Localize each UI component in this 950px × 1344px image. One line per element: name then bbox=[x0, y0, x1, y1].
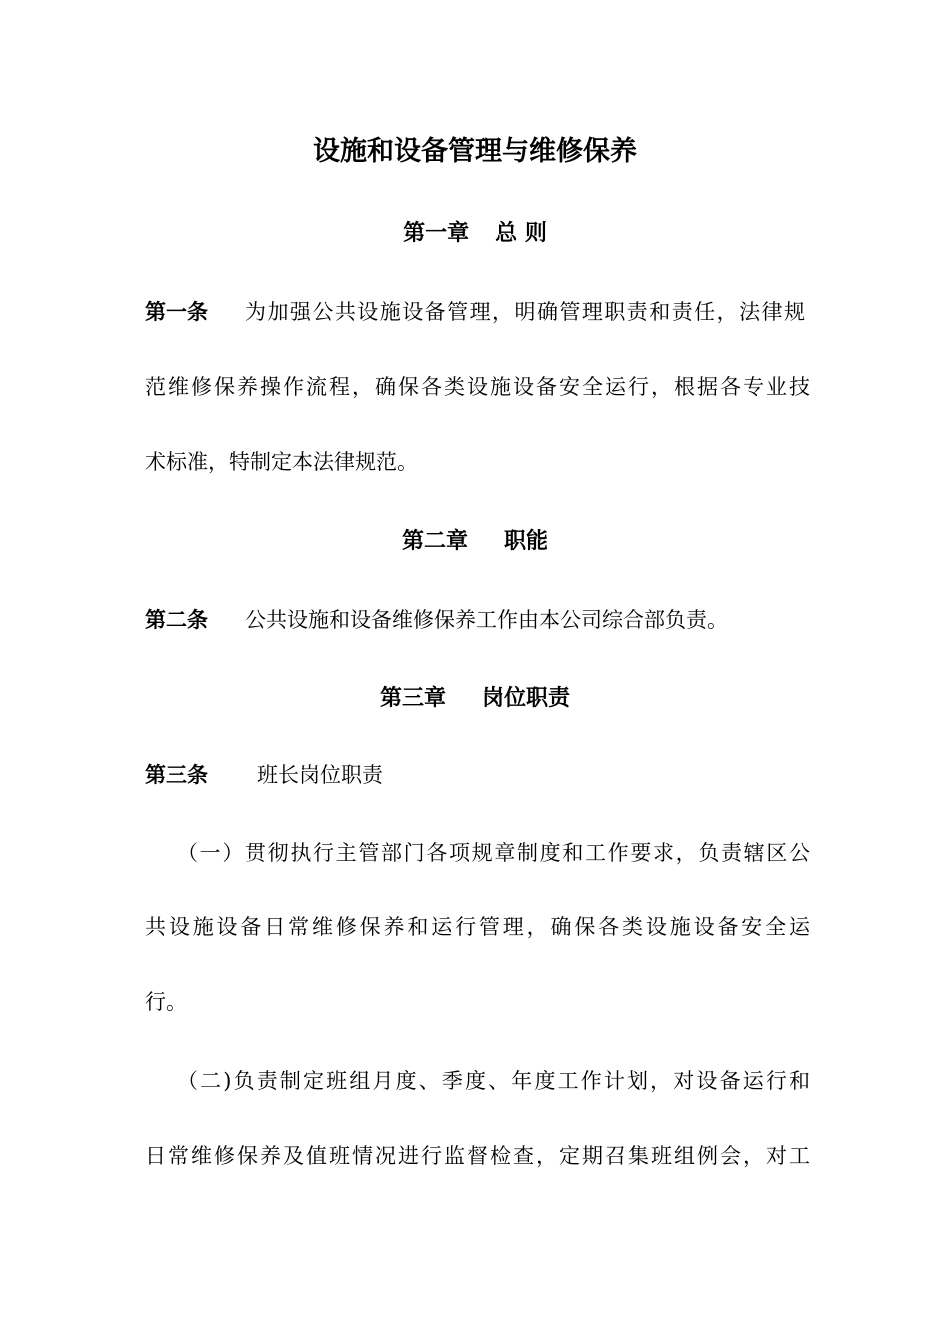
article-3-line bbox=[145, 760, 810, 790]
article-2-text: 公共设施和设备维修保养工作由本公司综合部负责。 bbox=[245, 608, 728, 632]
article-1-line-3: 术标准，特制定本法律规范。 bbox=[145, 450, 418, 474]
article-1-text-1: 为加强公共设施设备管理，明确管理职责和责任，法律规 bbox=[245, 300, 805, 324]
chapter-2-name: 职能 bbox=[504, 528, 549, 554]
item-1-line-3: 行。 bbox=[145, 990, 187, 1014]
article-1-label: 第一条 bbox=[145, 299, 208, 324]
chapter-3-heading bbox=[0, 683, 950, 713]
chapter-1-heading bbox=[0, 218, 950, 248]
item-1-text-1: （一）贯彻执行主管部门各项规章制度和工作要求，负责辖区公 bbox=[177, 841, 810, 865]
article-2-label: 第二条 bbox=[145, 607, 208, 632]
article-2-line bbox=[145, 605, 810, 635]
item-1-line-2: 共设施设备日常维修保养和运行管理，确保各类设施设备安全运 bbox=[145, 915, 810, 939]
chapter-3-name: 岗位职责 bbox=[482, 685, 571, 711]
chapter-1-name: 总 则 bbox=[495, 220, 547, 246]
chapter-2-heading bbox=[0, 526, 950, 556]
item-2-text-1: （二)负责制定班组月度、季度、年度工作计划，对设备运行和 bbox=[177, 1069, 810, 1093]
chapter-3-number: 第三章 bbox=[379, 685, 446, 711]
chapter-1-number: 第一章 bbox=[403, 220, 470, 246]
item-2-line-2: 日常维修保养及值班情况进行监督检查，定期召集班组例会，对工 bbox=[145, 1144, 810, 1168]
article-3-text: 班长岗位职责 bbox=[257, 763, 383, 787]
document-title: 设施和设备管理与维修保养 bbox=[313, 136, 637, 167]
item-1-line-1 bbox=[145, 838, 810, 868]
item-2-line-1 bbox=[145, 1066, 810, 1096]
article-3-label: 第三条 bbox=[145, 762, 208, 787]
article-1-line-1 bbox=[145, 297, 810, 327]
chapter-2-number: 第二章 bbox=[401, 528, 468, 554]
article-1-line-2: 范维修保养操作流程，确保各类设施设备安全运行，根据各专业技 bbox=[145, 375, 810, 399]
